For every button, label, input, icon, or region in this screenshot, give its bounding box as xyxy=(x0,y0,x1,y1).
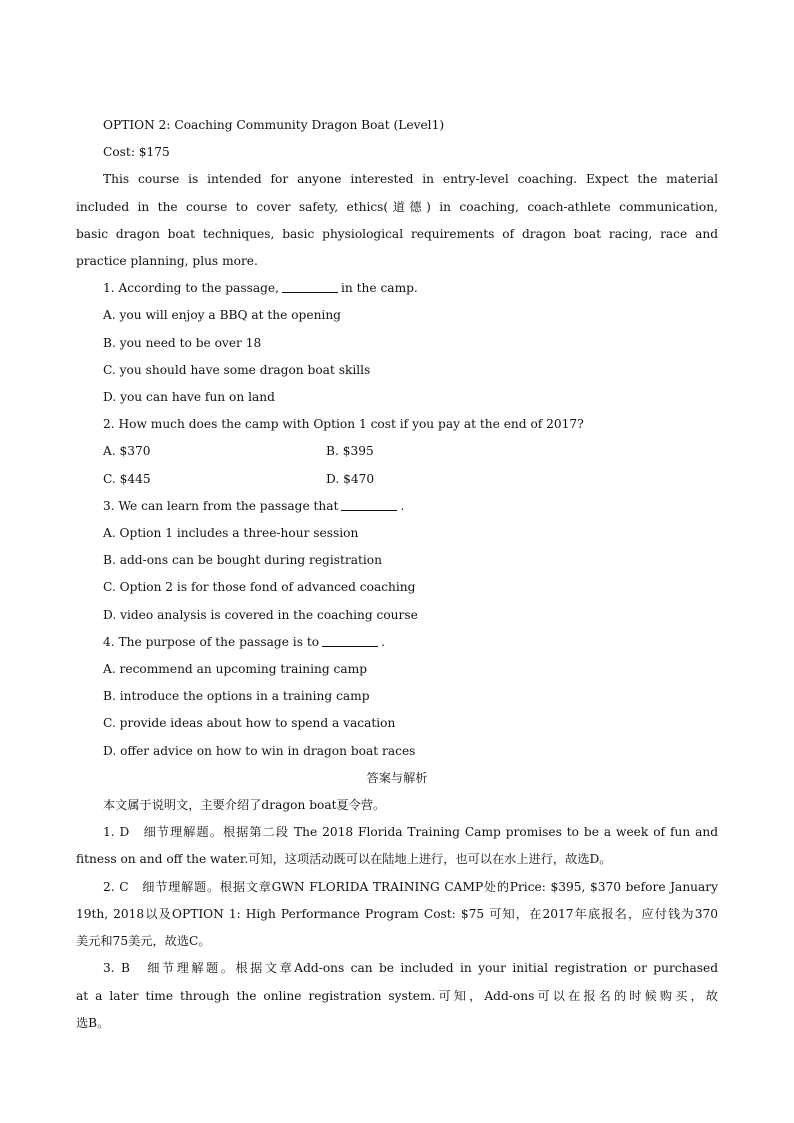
question-3-stem: 3. We can learn from the passage that . xyxy=(103,498,405,513)
question-3-option-a: A. Option 1 includes a three-hour session xyxy=(103,526,359,541)
option2-cost: Cost: $175 xyxy=(103,145,170,160)
answer-2 xyxy=(76,874,718,956)
description-line: included in the course to cover safety, ethics(道德) in coaching, coach-athlete communication, xyxy=(76,199,718,214)
question-4-stem: 4. The purpose of the passage is to . xyxy=(103,634,385,649)
answer-line: 2. C 细节理解题。根据文章GWN FLORIDA TRAINING CAMP处的Price: $395, $370 before January xyxy=(103,879,718,894)
answer-blank xyxy=(341,498,397,511)
answer-line: fitness on and off the water.可知，这项活动既可以在陆地上进行，也可以在水上进行，故选D。 xyxy=(76,852,612,867)
answer-line: 19th, 2018以及OPTION 1: High Performance Program Cost: $75 可知，在2017年底报名，应付钱为370 xyxy=(76,906,718,921)
answers-intro: 本文属于说明文，主要介绍了dragon boat夏令营。 xyxy=(103,798,386,813)
answer-blank xyxy=(282,280,338,293)
question-2-option-d: D. $470 xyxy=(326,471,375,486)
option2-description xyxy=(76,166,718,275)
question-4-option-a: A. recommend an upcoming training camp xyxy=(103,662,367,677)
question-1-option-c: C. you should have some dragon boat skills xyxy=(103,362,371,377)
description-line: This course is intended for anyone interested in entry-level coaching. Expect the material xyxy=(103,172,718,187)
question-4-option-d: D. offer advice on how to win in dragon boat races xyxy=(103,743,416,758)
question-3-option-d: D. video analysis is covered in the coaching course xyxy=(103,607,418,622)
description-line: basic dragon boat techniques, basic physiological requirements of dragon boat racing, race and xyxy=(76,226,718,241)
answer-line: 3. B 细节理解题。根据文章Add-ons can be included in your initial registration or purchased xyxy=(103,961,718,976)
option2-title: OPTION 2: Coaching Community Dragon Boat (Level1) xyxy=(103,118,445,132)
answer-line: 1. D 细节理解题。根据第二段 The 2018 Florida Training Camp promises to be a week of fun and xyxy=(103,825,718,840)
answer-1 xyxy=(76,819,718,873)
question-1-option-b: B. you need to be over 18 xyxy=(103,335,262,350)
question-3-option-c: C. Option 2 is for those fond of advanced coaching xyxy=(103,580,416,595)
question-4-option-b: B. introduce the options in a training camp xyxy=(103,689,370,704)
answer-blank xyxy=(322,634,378,647)
answers-heading: 答案与解析 xyxy=(366,770,428,785)
answer-3 xyxy=(76,955,718,1037)
question-2-option-c: C. $445 xyxy=(103,471,151,486)
description-line: practice planning, plus more. xyxy=(76,254,258,269)
question-2-stem: 2. How much does the camp with Option 1 cost if you pay at the end of 2017? xyxy=(103,417,584,432)
question-2-options-row-2 xyxy=(76,466,718,493)
document-page xyxy=(76,112,718,1037)
answer-line: 美元和75美元，故选C。 xyxy=(76,934,211,949)
question-3-option-b: B. add-ons can be bought during registration xyxy=(103,553,382,568)
question-2-option-b: B. $395 xyxy=(326,444,374,459)
answer-line: at a later time through the online registration system.可知，Add-ons可以在报名的时候购买，故 xyxy=(76,988,718,1003)
question-4-option-c: C. provide ideas about how to spend a vacation xyxy=(103,716,396,731)
question-1-option-a: A. you will enjoy a BBQ at the opening xyxy=(103,308,341,323)
question-1-option-d: D. you can have fun on land xyxy=(103,390,275,405)
answer-line: 选B。 xyxy=(76,1015,110,1030)
question-1-stem: 1. According to the passage, in the camp. xyxy=(103,281,418,296)
question-2-options-row-1 xyxy=(76,438,718,465)
question-2-option-a: A. $370 xyxy=(103,444,151,459)
